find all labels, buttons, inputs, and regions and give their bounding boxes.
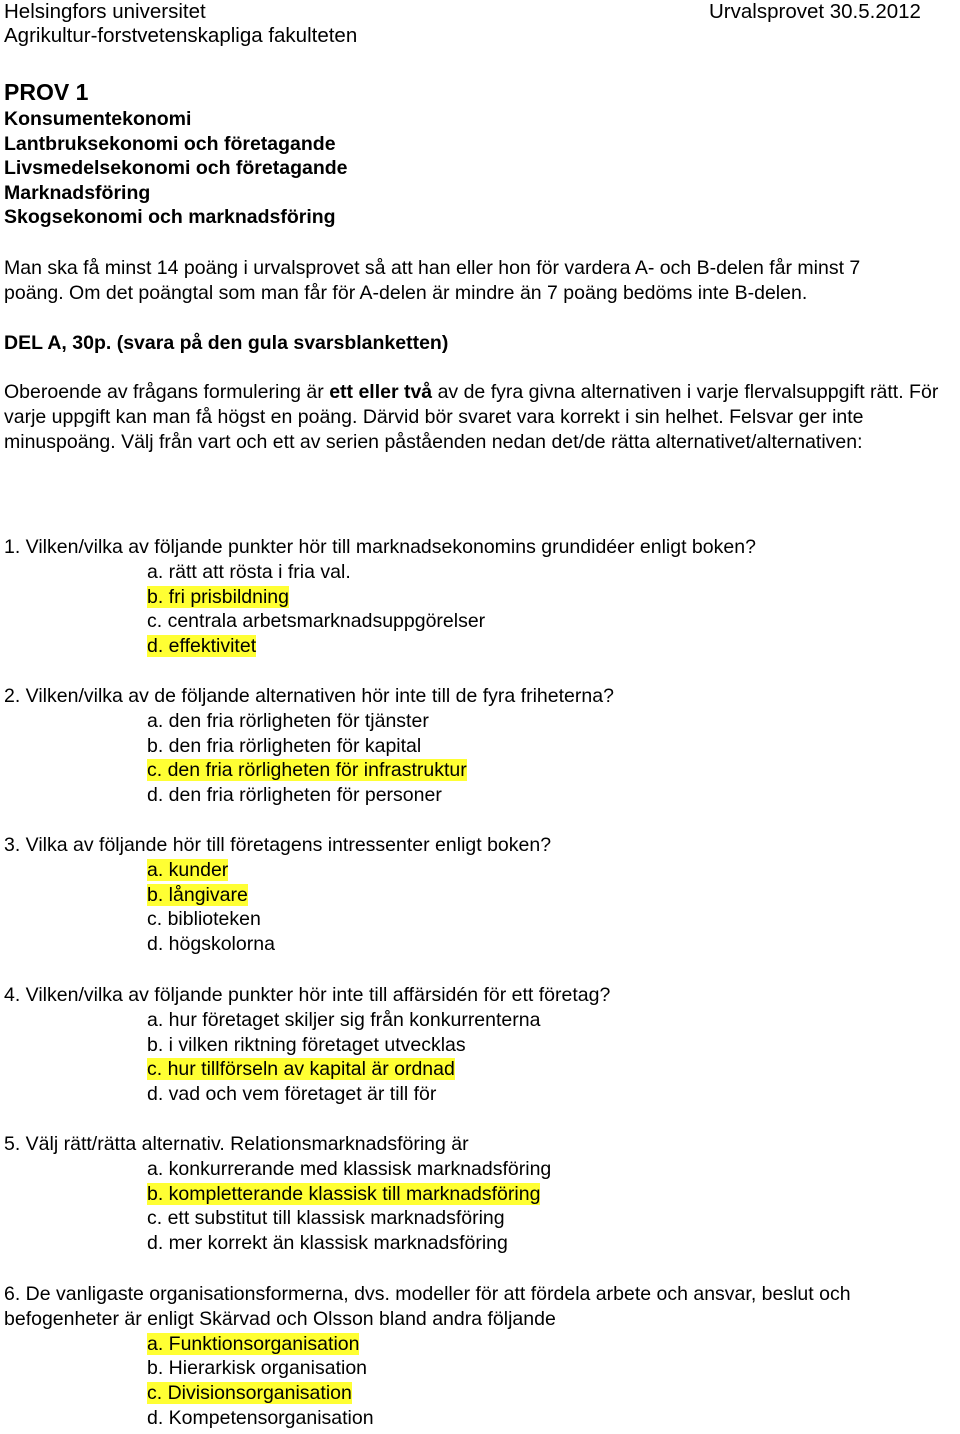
instructions-text-1: Oberoende av frågans formulering är bbox=[4, 381, 330, 403]
question-4 bbox=[4, 983, 956, 1107]
option-text: a. konkurrerande med klassisk marknadsföring bbox=[147, 1157, 552, 1180]
question-3 bbox=[4, 833, 956, 957]
option-text: d. Kompetensorganisation bbox=[147, 1406, 374, 1429]
program-2: Lantbruksekonomi och företagande bbox=[4, 133, 336, 155]
question-text: 6. De vanligaste organisationsformerna, dvs. modeller för att fördela arbete och ansvar, beslut och befogenheter är enligt Skärvad och Olsson bland andra följande bbox=[4, 1283, 851, 1330]
question-text: 2. Vilken/vilka av de följande alternativen hör inte till de fyra friheterna? bbox=[4, 685, 614, 707]
instructions-emphasis: ett eller två bbox=[329, 381, 433, 403]
option-c bbox=[4, 609, 956, 634]
option-text: a. den fria rörligheten för tjänster bbox=[147, 709, 429, 732]
option-text: a. rätt att rösta i fria val. bbox=[147, 560, 351, 583]
question-1 bbox=[4, 535, 956, 659]
option-c bbox=[4, 1057, 956, 1082]
question-2 bbox=[4, 684, 956, 808]
option-text: c. Divisionsorganisation bbox=[147, 1382, 352, 1405]
option-text: b. i vilken riktning företaget utvecklas bbox=[147, 1033, 466, 1056]
option-text: d. mer korrekt än klassisk marknadsföring bbox=[147, 1232, 508, 1255]
program-3: Livsmedelsekonomi och företagande bbox=[4, 157, 348, 179]
option-a bbox=[4, 858, 956, 883]
option-text: d. den fria rörligheten för personer bbox=[147, 784, 442, 807]
question-text: 5. Välj rätt/rätta alternativ. Relationsmarknadsföring är bbox=[4, 1133, 469, 1155]
option-b bbox=[4, 883, 956, 908]
option-text: d. vad och vem företaget är till för bbox=[147, 1083, 437, 1106]
option-c bbox=[4, 1381, 956, 1406]
option-d bbox=[4, 1406, 956, 1431]
program-5: Skogsekonomi och marknadsföring bbox=[4, 206, 336, 228]
university-name: Helsingfors universitet bbox=[4, 0, 206, 23]
option-a bbox=[4, 1008, 956, 1033]
option-b bbox=[4, 734, 956, 759]
rule-line-2: poäng. Om det poängtal som man får för A-delen är mindre än 7 poäng bedöms inte B-delen. bbox=[4, 282, 808, 304]
option-d bbox=[4, 1231, 956, 1256]
option-a bbox=[4, 709, 956, 734]
option-text: b. Hierarkisk organisation bbox=[147, 1357, 368, 1380]
option-c bbox=[4, 907, 956, 932]
question-text: 4. Vilken/vilka av följande punkter hör inte till affärsidén för ett företag? bbox=[4, 984, 611, 1006]
option-text: a. Funktionsorganisation bbox=[147, 1332, 360, 1355]
option-d bbox=[4, 634, 956, 659]
option-text: c. den fria rörligheten för infrastruktur bbox=[147, 759, 467, 782]
option-text: d. effektivitet bbox=[147, 635, 257, 658]
part-note: (svara på den gula svarsblanketten) bbox=[116, 332, 449, 354]
option-a bbox=[4, 560, 956, 585]
option-c bbox=[4, 758, 956, 783]
option-text: c. ett substitut till klassisk marknadsföring bbox=[147, 1207, 505, 1230]
option-c bbox=[4, 1206, 956, 1231]
option-text: d. högskolorna bbox=[147, 933, 275, 956]
question-text: 1. Vilken/vilka av följande punkter hör till marknadsekonomins grundidéer enligt boken? bbox=[4, 536, 756, 558]
option-b bbox=[4, 1356, 956, 1381]
part-title: DEL A, 30p. bbox=[4, 332, 112, 354]
instructions bbox=[4, 380, 956, 454]
option-text: c. biblioteken bbox=[147, 908, 261, 931]
question-6 bbox=[4, 1282, 956, 1431]
option-a bbox=[4, 1332, 956, 1357]
option-text: b. kompletterande klassisk till marknadsföring bbox=[147, 1182, 541, 1205]
program-4: Marknadsföring bbox=[4, 182, 151, 204]
option-text: a. kunder bbox=[147, 858, 229, 881]
option-b bbox=[4, 1182, 956, 1207]
option-text: a. hur företaget skiljer sig från konkurrenterna bbox=[147, 1008, 541, 1031]
exam-date: Urvalsprovet 30.5.2012 bbox=[709, 0, 921, 23]
instructions-text-2: av de fyra givna alternativen i varje flervalsuppgift rätt. För varje uppgift kan man få högst en poäng. Därvid bör svaret vara korrekt i sin helhet. Felsvar ger inte minuspoäng. Välj från vart och ett av serien påståenden nedan det/de rätta alternativet/alternativen: bbox=[4, 381, 939, 453]
option-d bbox=[4, 783, 956, 808]
option-text: c. centrala arbetsmarknadsuppgörelser bbox=[147, 610, 486, 633]
option-b bbox=[4, 585, 956, 610]
option-text: b. fri prisbildning bbox=[147, 585, 289, 608]
option-b bbox=[4, 1033, 956, 1058]
question-text: 3. Vilka av följande hör till företagens intressenter enligt boken? bbox=[4, 834, 552, 856]
exam-title: PROV 1 bbox=[4, 79, 89, 105]
option-text: b. långivare bbox=[147, 883, 248, 906]
rule-line-1: Man ska få minst 14 poäng i urvalsprovet så att han eller hon för vardera A- och B-delen får minst 7 bbox=[4, 257, 861, 279]
part-heading bbox=[4, 331, 448, 356]
question-5 bbox=[4, 1132, 956, 1256]
option-d bbox=[4, 1082, 956, 1107]
faculty-name: Agrikultur-forstvetenskapliga fakulteten bbox=[4, 24, 358, 47]
option-text: c. hur tillförseln av kapital är ordnad bbox=[147, 1058, 455, 1081]
option-d bbox=[4, 932, 956, 957]
option-text: b. den fria rörligheten för kapital bbox=[147, 734, 422, 757]
option-a bbox=[4, 1157, 956, 1182]
program-1: Konsumentekonomi bbox=[4, 108, 192, 130]
